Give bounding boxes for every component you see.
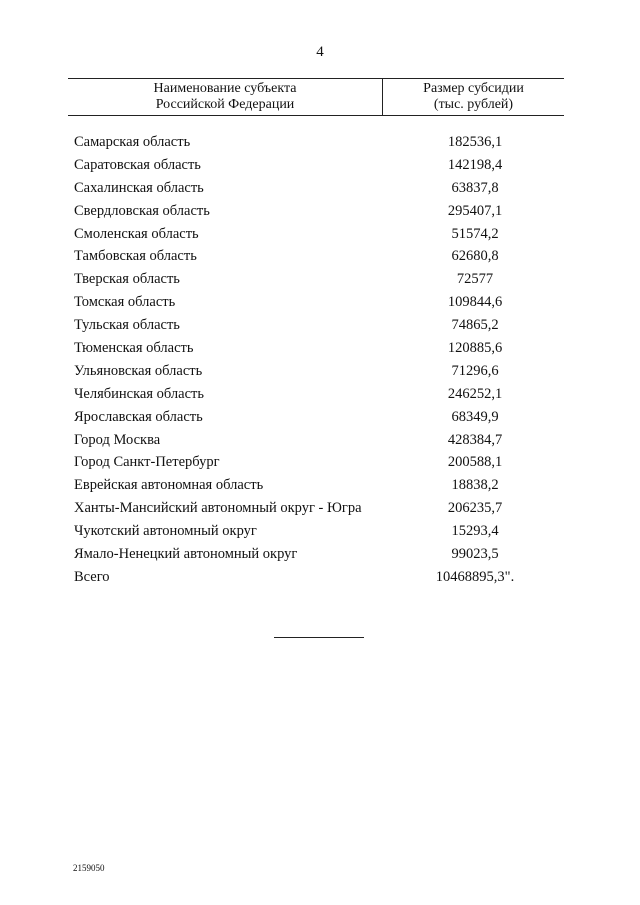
table-header bbox=[68, 78, 564, 116]
table-row bbox=[74, 543, 564, 566]
subsidy-amount-cell: 142198,4 bbox=[447, 156, 503, 173]
header-name-column bbox=[68, 81, 382, 113]
region-name-cell: Челябинская область bbox=[74, 385, 204, 402]
region-name-cell: Тверская область bbox=[74, 271, 180, 288]
subsidy-amount-cell: 15293,4 bbox=[451, 523, 499, 540]
region-name-cell: Ямало-Ненецкий автономный округ bbox=[74, 546, 298, 563]
region-name-cell: Смоленская область bbox=[74, 225, 199, 242]
subsidy-amount-cell: 428384,7 bbox=[447, 431, 503, 448]
header-amount-line2: (тыс. рублей) bbox=[433, 97, 514, 112]
subsidy-amount-cell: 246252,1 bbox=[447, 385, 503, 402]
region-name-cell: Чукотский автономный округ bbox=[74, 523, 257, 540]
subsidy-amount-cell: 99023,5 bbox=[451, 546, 499, 563]
table-row bbox=[74, 337, 564, 360]
table-row bbox=[74, 245, 564, 268]
region-name-cell: Тамбовская область bbox=[74, 248, 197, 265]
subsidy-amount-cell: 200588,1 bbox=[447, 454, 503, 471]
region-name-cell: Сахалинская область bbox=[74, 179, 204, 196]
subsidy-amount-cell: 295407,1 bbox=[447, 202, 503, 219]
region-name-cell: Тюменская область bbox=[74, 340, 194, 357]
document-code: 2159050 bbox=[73, 863, 105, 873]
subsidy-amount-cell: 51574,2 bbox=[451, 225, 499, 242]
region-name-cell: Томская область bbox=[74, 294, 176, 311]
table-row bbox=[74, 360, 564, 383]
header-name-line2: Российской Федерации bbox=[155, 97, 295, 112]
region-name-cell: Ульяновская область bbox=[74, 362, 203, 379]
subsidy-amount-cell: 182536,1 bbox=[447, 134, 503, 150]
header-amount-line1: Размер субсидии bbox=[423, 81, 524, 96]
subsidy-amount-cell: 74865,2 bbox=[451, 317, 499, 334]
subsidy-amount-cell: 63837,8 bbox=[451, 179, 499, 196]
table-row bbox=[74, 474, 564, 497]
table-row bbox=[74, 497, 564, 520]
subsidy-amount-cell: 62680,8 bbox=[451, 248, 499, 265]
subsidy-amount-cell: 206235,7 bbox=[447, 500, 503, 517]
subsidy-amount-cell: 10468895,3". bbox=[435, 568, 515, 585]
page-number: 4 bbox=[316, 44, 324, 60]
region-name-cell: Саратовская область bbox=[74, 156, 201, 173]
table-row bbox=[74, 566, 564, 589]
table-row bbox=[74, 429, 564, 452]
table-row bbox=[74, 154, 564, 177]
table-body bbox=[74, 131, 564, 589]
end-separator-line bbox=[274, 637, 364, 638]
subsidy-amount-cell: 18838,2 bbox=[451, 477, 499, 494]
subsidy-amount-cell: 71296,6 bbox=[451, 362, 499, 379]
table-row bbox=[74, 200, 564, 223]
table-row bbox=[74, 314, 564, 337]
table-row bbox=[74, 520, 564, 543]
table-row bbox=[74, 451, 564, 474]
region-name-cell: Самарская область bbox=[74, 134, 191, 150]
region-name-cell: Свердловская область bbox=[74, 202, 210, 219]
region-name-cell: Город Москва bbox=[74, 431, 161, 448]
region-name-cell: Ярославская область bbox=[74, 408, 203, 425]
subsidy-amount-cell: 109844,6 bbox=[447, 294, 503, 311]
header-amount-column bbox=[383, 81, 564, 113]
table-row bbox=[74, 177, 564, 200]
region-name-cell: Ханты-Мансийский автономный округ - Югра bbox=[74, 500, 362, 517]
region-name-cell: Всего bbox=[74, 568, 110, 585]
table-row bbox=[74, 131, 564, 154]
region-name-cell: Город Санкт-Петербург bbox=[74, 454, 220, 471]
table-row bbox=[74, 223, 564, 246]
header-name-line1: Наименование субъекта bbox=[153, 81, 297, 96]
subsidy-amount-cell: 72577 bbox=[456, 271, 494, 288]
table-row bbox=[74, 268, 564, 291]
subsidy-amount-cell: 68349,9 bbox=[451, 408, 499, 425]
table-row bbox=[74, 291, 564, 314]
table-row bbox=[74, 383, 564, 406]
subsidy-amount-cell: 120885,6 bbox=[447, 340, 503, 357]
region-name-cell: Еврейская автономная область bbox=[74, 477, 264, 494]
region-name-cell: Тульская область bbox=[74, 317, 180, 334]
table-row bbox=[74, 406, 564, 429]
